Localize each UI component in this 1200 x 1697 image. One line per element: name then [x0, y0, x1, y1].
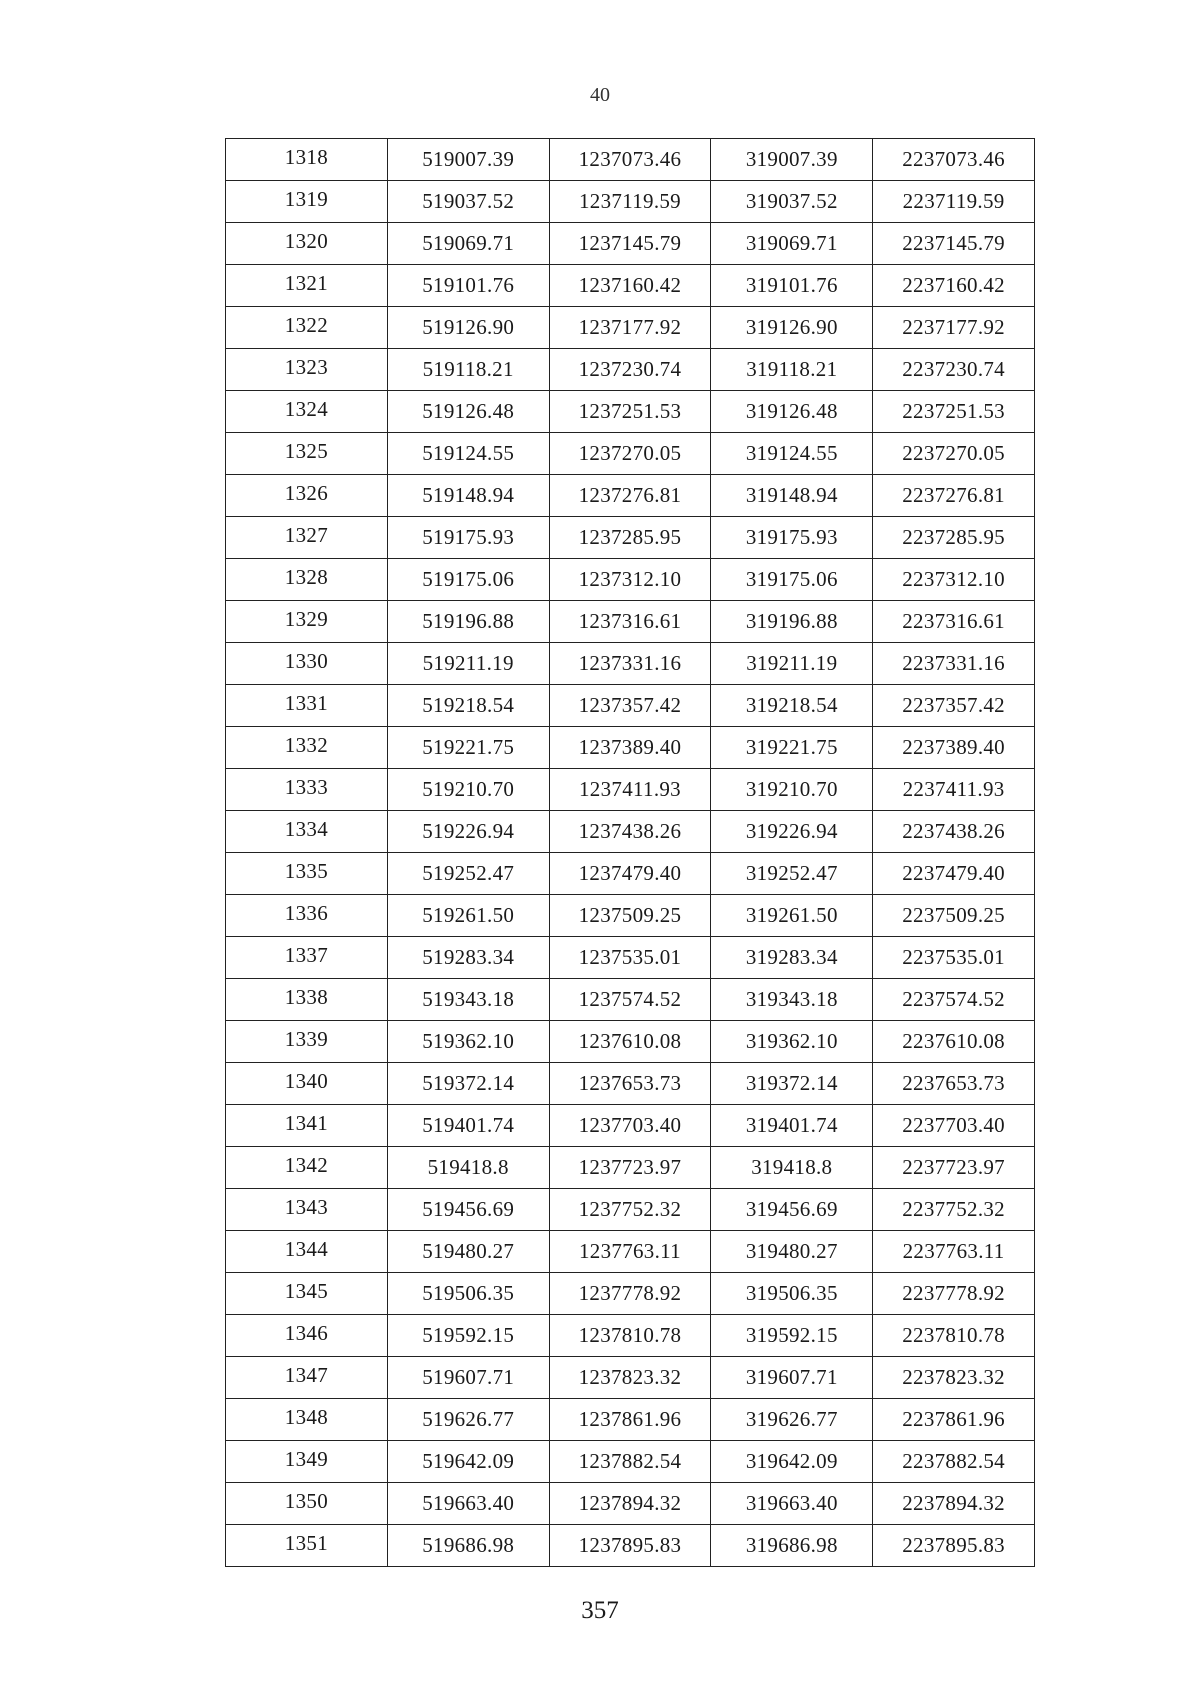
page-bottom-number: 357	[581, 1597, 619, 1624]
cell-point-id: 1318	[226, 139, 388, 181]
cell-x-coordinate-b: 319343.18	[711, 979, 873, 1021]
cell-point-id: 1333	[226, 769, 388, 811]
cell-x-coordinate-a: 519607.71	[387, 1357, 549, 1399]
cell-y-coordinate-a: 1237610.08	[549, 1021, 711, 1063]
cell-x-coordinate-b: 319418.8	[711, 1147, 873, 1189]
cell-y-coordinate-b: 2237251.53	[873, 391, 1035, 433]
cell-y-coordinate-b: 2237119.59	[873, 181, 1035, 223]
cell-y-coordinate-a: 1237438.26	[549, 811, 711, 853]
cell-point-id: 1331	[226, 685, 388, 727]
cell-point-id: 1337	[226, 937, 388, 979]
table-row	[226, 1105, 1035, 1147]
cell-y-coordinate-a: 1237752.32	[549, 1189, 711, 1231]
cell-x-coordinate-b: 319592.15	[711, 1315, 873, 1357]
cell-y-coordinate-b: 2237703.40	[873, 1105, 1035, 1147]
cell-x-coordinate-b: 319283.34	[711, 937, 873, 979]
table-row	[226, 853, 1035, 895]
table-row	[226, 643, 1035, 685]
cell-x-coordinate-a: 519118.21	[387, 349, 549, 391]
cell-x-coordinate-a: 519148.94	[387, 475, 549, 517]
cell-point-id: 1319	[226, 181, 388, 223]
table-row	[226, 727, 1035, 769]
cell-x-coordinate-b: 319210.70	[711, 769, 873, 811]
table-row	[226, 223, 1035, 265]
cell-y-coordinate-a: 1237411.93	[549, 769, 711, 811]
table-row	[226, 1441, 1035, 1483]
cell-point-id: 1321	[226, 265, 388, 307]
cell-x-coordinate-b: 319226.94	[711, 811, 873, 853]
cell-x-coordinate-a: 519362.10	[387, 1021, 549, 1063]
cell-x-coordinate-b: 319037.52	[711, 181, 873, 223]
cell-y-coordinate-b: 2237389.40	[873, 727, 1035, 769]
cell-y-coordinate-a: 1237230.74	[549, 349, 711, 391]
cell-point-id: 1350	[226, 1483, 388, 1525]
cell-y-coordinate-a: 1237894.32	[549, 1483, 711, 1525]
table-row	[226, 1021, 1035, 1063]
cell-point-id: 1326	[226, 475, 388, 517]
cell-point-id: 1347	[226, 1357, 388, 1399]
cell-x-coordinate-b: 319175.93	[711, 517, 873, 559]
cell-y-coordinate-b: 2237509.25	[873, 895, 1035, 937]
table-row	[226, 1315, 1035, 1357]
cell-x-coordinate-a: 519343.18	[387, 979, 549, 1021]
cell-y-coordinate-b: 2237535.01	[873, 937, 1035, 979]
cell-point-id: 1341	[226, 1105, 388, 1147]
cell-x-coordinate-b: 319124.55	[711, 433, 873, 475]
table-row	[226, 1357, 1035, 1399]
cell-x-coordinate-b: 319607.71	[711, 1357, 873, 1399]
cell-x-coordinate-a: 519480.27	[387, 1231, 549, 1273]
cell-x-coordinate-b: 319069.71	[711, 223, 873, 265]
cell-x-coordinate-b: 319126.48	[711, 391, 873, 433]
cell-y-coordinate-b: 2237357.42	[873, 685, 1035, 727]
cell-y-coordinate-a: 1237316.61	[549, 601, 711, 643]
cell-x-coordinate-a: 519126.48	[387, 391, 549, 433]
cell-point-id: 1346	[226, 1315, 388, 1357]
table-row	[226, 1189, 1035, 1231]
cell-y-coordinate-a: 1237479.40	[549, 853, 711, 895]
cell-y-coordinate-a: 1237145.79	[549, 223, 711, 265]
cell-x-coordinate-b: 319118.21	[711, 349, 873, 391]
cell-y-coordinate-b: 2237331.16	[873, 643, 1035, 685]
cell-x-coordinate-a: 519626.77	[387, 1399, 549, 1441]
cell-point-id: 1320	[226, 223, 388, 265]
cell-y-coordinate-b: 2237270.05	[873, 433, 1035, 475]
cell-x-coordinate-a: 519456.69	[387, 1189, 549, 1231]
cell-y-coordinate-a: 1237895.83	[549, 1525, 711, 1567]
cell-point-id: 1325	[226, 433, 388, 475]
cell-x-coordinate-b: 319148.94	[711, 475, 873, 517]
cell-y-coordinate-b: 2237479.40	[873, 853, 1035, 895]
table-row	[226, 895, 1035, 937]
cell-x-coordinate-b: 319126.90	[711, 307, 873, 349]
cell-y-coordinate-b: 2237177.92	[873, 307, 1035, 349]
cell-point-id: 1340	[226, 1063, 388, 1105]
cell-x-coordinate-a: 519101.76	[387, 265, 549, 307]
cell-y-coordinate-b: 2237276.81	[873, 475, 1035, 517]
cell-point-id: 1342	[226, 1147, 388, 1189]
cell-y-coordinate-b: 2237230.74	[873, 349, 1035, 391]
cell-x-coordinate-a: 519124.55	[387, 433, 549, 475]
cell-x-coordinate-b: 319007.39	[711, 139, 873, 181]
cell-x-coordinate-a: 519211.19	[387, 643, 549, 685]
table-row	[226, 601, 1035, 643]
cell-point-id: 1344	[226, 1231, 388, 1273]
cell-y-coordinate-b: 2237894.32	[873, 1483, 1035, 1525]
cell-x-coordinate-a: 519506.35	[387, 1273, 549, 1315]
cell-point-id: 1338	[226, 979, 388, 1021]
page-top-number: 40	[590, 84, 610, 106]
cell-x-coordinate-a: 519007.39	[387, 139, 549, 181]
cell-point-id: 1345	[226, 1273, 388, 1315]
table-row	[226, 475, 1035, 517]
cell-y-coordinate-a: 1237861.96	[549, 1399, 711, 1441]
cell-x-coordinate-a: 519221.75	[387, 727, 549, 769]
table-row	[226, 433, 1035, 475]
cell-x-coordinate-a: 519686.98	[387, 1525, 549, 1567]
cell-x-coordinate-b: 319506.35	[711, 1273, 873, 1315]
cell-y-coordinate-a: 1237073.46	[549, 139, 711, 181]
cell-y-coordinate-b: 2237653.73	[873, 1063, 1035, 1105]
cell-y-coordinate-a: 1237882.54	[549, 1441, 711, 1483]
cell-x-coordinate-b: 319480.27	[711, 1231, 873, 1273]
table-row	[226, 979, 1035, 1021]
cell-y-coordinate-b: 2237861.96	[873, 1399, 1035, 1441]
cell-x-coordinate-b: 319686.98	[711, 1525, 873, 1567]
table-row	[226, 1231, 1035, 1273]
cell-point-id: 1348	[226, 1399, 388, 1441]
cell-y-coordinate-a: 1237251.53	[549, 391, 711, 433]
table-row	[226, 1399, 1035, 1441]
cell-x-coordinate-a: 519196.88	[387, 601, 549, 643]
cell-y-coordinate-b: 2237763.11	[873, 1231, 1035, 1273]
cell-x-coordinate-b: 319642.09	[711, 1441, 873, 1483]
cell-y-coordinate-a: 1237357.42	[549, 685, 711, 727]
cell-point-id: 1330	[226, 643, 388, 685]
cell-y-coordinate-b: 2237316.61	[873, 601, 1035, 643]
cell-y-coordinate-a: 1237312.10	[549, 559, 711, 601]
cell-y-coordinate-b: 2237160.42	[873, 265, 1035, 307]
cell-x-coordinate-a: 519069.71	[387, 223, 549, 265]
cell-x-coordinate-b: 319372.14	[711, 1063, 873, 1105]
cell-x-coordinate-b: 319401.74	[711, 1105, 873, 1147]
cell-y-coordinate-a: 1237653.73	[549, 1063, 711, 1105]
cell-y-coordinate-a: 1237703.40	[549, 1105, 711, 1147]
table-row	[226, 307, 1035, 349]
cell-x-coordinate-b: 319101.76	[711, 265, 873, 307]
cell-y-coordinate-a: 1237574.52	[549, 979, 711, 1021]
cell-y-coordinate-a: 1237535.01	[549, 937, 711, 979]
cell-y-coordinate-a: 1237389.40	[549, 727, 711, 769]
cell-x-coordinate-a: 519226.94	[387, 811, 549, 853]
cell-x-coordinate-b: 319456.69	[711, 1189, 873, 1231]
cell-x-coordinate-a: 519592.15	[387, 1315, 549, 1357]
cell-y-coordinate-b: 2237895.83	[873, 1525, 1035, 1567]
cell-x-coordinate-a: 519252.47	[387, 853, 549, 895]
cell-x-coordinate-a: 519283.34	[387, 937, 549, 979]
cell-x-coordinate-a: 519175.93	[387, 517, 549, 559]
table-row	[226, 1273, 1035, 1315]
cell-point-id: 1327	[226, 517, 388, 559]
cell-y-coordinate-a: 1237276.81	[549, 475, 711, 517]
cell-point-id: 1334	[226, 811, 388, 853]
cell-point-id: 1335	[226, 853, 388, 895]
cell-y-coordinate-b: 2237823.32	[873, 1357, 1035, 1399]
cell-y-coordinate-b: 2237752.32	[873, 1189, 1035, 1231]
cell-x-coordinate-b: 319626.77	[711, 1399, 873, 1441]
cell-point-id: 1343	[226, 1189, 388, 1231]
cell-x-coordinate-b: 319218.54	[711, 685, 873, 727]
coordinate-table-container	[225, 138, 1035, 1567]
table-row	[226, 1063, 1035, 1105]
cell-x-coordinate-b: 319261.50	[711, 895, 873, 937]
cell-y-coordinate-b: 2237882.54	[873, 1441, 1035, 1483]
cell-y-coordinate-b: 2237312.10	[873, 559, 1035, 601]
cell-point-id: 1324	[226, 391, 388, 433]
table-row	[226, 559, 1035, 601]
cell-x-coordinate-a: 519642.09	[387, 1441, 549, 1483]
cell-x-coordinate-a: 519663.40	[387, 1483, 549, 1525]
cell-y-coordinate-a: 1237509.25	[549, 895, 711, 937]
table-row	[226, 181, 1035, 223]
cell-y-coordinate-a: 1237823.32	[549, 1357, 711, 1399]
cell-y-coordinate-b: 2237610.08	[873, 1021, 1035, 1063]
cell-point-id: 1329	[226, 601, 388, 643]
cell-x-coordinate-b: 319362.10	[711, 1021, 873, 1063]
cell-y-coordinate-a: 1237285.95	[549, 517, 711, 559]
cell-x-coordinate-a: 519261.50	[387, 895, 549, 937]
cell-x-coordinate-a: 519175.06	[387, 559, 549, 601]
cell-y-coordinate-a: 1237810.78	[549, 1315, 711, 1357]
table-row	[226, 811, 1035, 853]
cell-y-coordinate-b: 2237145.79	[873, 223, 1035, 265]
table-row	[226, 139, 1035, 181]
table-row	[226, 517, 1035, 559]
cell-y-coordinate-b: 2237438.26	[873, 811, 1035, 853]
cell-y-coordinate-b: 2237574.52	[873, 979, 1035, 1021]
table-row	[226, 1483, 1035, 1525]
coordinate-table-body	[226, 139, 1035, 1567]
table-row	[226, 937, 1035, 979]
table-row	[226, 1525, 1035, 1567]
cell-point-id: 1322	[226, 307, 388, 349]
cell-y-coordinate-a: 1237160.42	[549, 265, 711, 307]
cell-y-coordinate-a: 1237119.59	[549, 181, 711, 223]
cell-y-coordinate-a: 1237177.92	[549, 307, 711, 349]
cell-y-coordinate-b: 2237411.93	[873, 769, 1035, 811]
table-row	[226, 265, 1035, 307]
cell-y-coordinate-b: 2237723.97	[873, 1147, 1035, 1189]
cell-y-coordinate-b: 2237810.78	[873, 1315, 1035, 1357]
cell-x-coordinate-b: 319663.40	[711, 1483, 873, 1525]
table-row	[226, 769, 1035, 811]
cell-x-coordinate-a: 519372.14	[387, 1063, 549, 1105]
cell-y-coordinate-a: 1237723.97	[549, 1147, 711, 1189]
cell-y-coordinate-b: 2237778.92	[873, 1273, 1035, 1315]
cell-y-coordinate-a: 1237331.16	[549, 643, 711, 685]
cell-point-id: 1332	[226, 727, 388, 769]
cell-x-coordinate-a: 519037.52	[387, 181, 549, 223]
cell-point-id: 1351	[226, 1525, 388, 1567]
cell-y-coordinate-a: 1237778.92	[549, 1273, 711, 1315]
cell-x-coordinate-a: 519418.8	[387, 1147, 549, 1189]
cell-point-id: 1323	[226, 349, 388, 391]
table-row	[226, 685, 1035, 727]
coordinate-table	[225, 138, 1035, 1567]
cell-y-coordinate-a: 1237270.05	[549, 433, 711, 475]
cell-point-id: 1336	[226, 895, 388, 937]
cell-x-coordinate-b: 319252.47	[711, 853, 873, 895]
cell-y-coordinate-b: 2237285.95	[873, 517, 1035, 559]
cell-x-coordinate-b: 319211.19	[711, 643, 873, 685]
cell-x-coordinate-a: 519218.54	[387, 685, 549, 727]
cell-x-coordinate-b: 319221.75	[711, 727, 873, 769]
cell-x-coordinate-b: 319196.88	[711, 601, 873, 643]
cell-y-coordinate-b: 2237073.46	[873, 139, 1035, 181]
table-row	[226, 1147, 1035, 1189]
cell-x-coordinate-a: 519126.90	[387, 307, 549, 349]
cell-point-id: 1349	[226, 1441, 388, 1483]
cell-point-id: 1328	[226, 559, 388, 601]
cell-x-coordinate-b: 319175.06	[711, 559, 873, 601]
cell-x-coordinate-a: 519210.70	[387, 769, 549, 811]
cell-x-coordinate-a: 519401.74	[387, 1105, 549, 1147]
cell-y-coordinate-a: 1237763.11	[549, 1231, 711, 1273]
table-row	[226, 391, 1035, 433]
cell-point-id: 1339	[226, 1021, 388, 1063]
table-row	[226, 349, 1035, 391]
